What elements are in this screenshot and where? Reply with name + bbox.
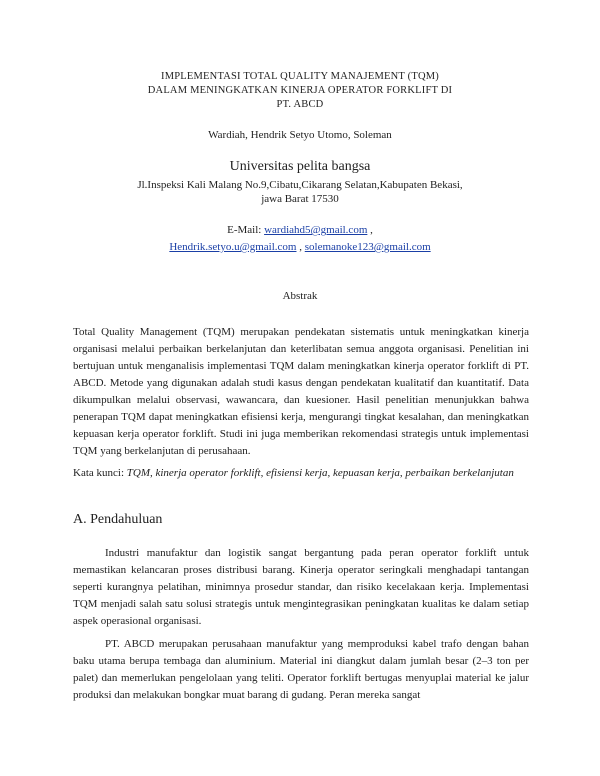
author-list: Wardiah, Hendrik Setyo Utomo, Soleman	[208, 129, 392, 141]
address-line-1: Jl.Inspeksi Kali Malang No.9,Cibatu,Cikarang Selatan,Kabupaten Bekasi,	[137, 179, 463, 191]
title-line-3: PT. ABCD	[276, 99, 324, 110]
keywords-list: TQM, kinerja operator forklift, efisiensi kerja, kepuasan kerja, perbaikan berkelanjutan	[126, 467, 514, 479]
keywords-label: Kata kunci:	[73, 467, 125, 479]
email-link-hendrik[interactable]: Hendrik.setyo.u@gmail.com	[169, 241, 297, 253]
section-heading-pendahuluan: A. Pendahuluan	[73, 512, 163, 527]
intro-paragraph-1: Industri manufaktur dan logistik sangat bergantung pada peran operator forklift untuk memastikan kelancaran proses distribusi barang. Kinerja operator seringkali menghadapi tantangan seperti kurangnya pelatihan, minimnya prosedur standar, dan risiko kecelakaan kerja. Implementasi TQM menjadi salah satu solusi strategis untuk mengintegrasikan peningkatan kualitas ke dalam setiap aspek operasional organisasi.	[73, 547, 529, 627]
university-name: Universitas pelita bangsa	[229, 159, 371, 174]
email-separator: ,	[299, 241, 302, 253]
keywords-line	[73, 465, 529, 482]
affiliation-address	[60, 178, 540, 206]
email-separator: ,	[370, 224, 373, 236]
intro-paragraph-2: PT. ABCD merupakan perusahaan manufaktur yang memproduksi kabel trafo dengan bahan baku utama berupa tembaga dan aluminium. Material ini diangkut dalam jumlah besar (2–3 ton per palet) dan memerlukan pengelolaan yang teliti. Operator forklift bertugas menyuplai material ke jalur produksi dan melakukan bongkar muat barang di gudang. Peran mereka sangat	[73, 638, 529, 701]
email-block	[60, 222, 540, 256]
email-line-2	[60, 239, 540, 256]
title-line-2: DALAM MENINGKATKAN KINERJA OPERATOR FORKLIFT DI	[147, 85, 453, 96]
email-link-soleman[interactable]: solemanoke123@gmail.com	[304, 241, 431, 253]
email-label: E-Mail:	[227, 224, 262, 236]
abstract-heading: Abstrak	[282, 290, 318, 302]
paper-title	[60, 70, 540, 112]
email-link-wardiah[interactable]: wardiahd5@gmail.com	[264, 224, 368, 236]
title-line-1: IMPLEMENTASI TOTAL QUALITY MANAJEMENT (TQM)	[161, 71, 439, 82]
address-line-2: jawa Barat 17530	[261, 193, 339, 205]
abstract-body: Total Quality Management (TQM) merupakan pendekatan sistematis untuk meningkatkan kinerja organisasi melalui perbaikan berkelanjutan dan keterlibatan semua anggota organisasi. Penelitian ini bertujuan untuk menganalisis implementasi TQM dalam meningkatkan kinerja operator forklift di PT. ABCD. Metode yang digunakan adalah studi kasus dengan pendekatan kualitatif dan kuantitatif. Data dikumpulkan melalui observasi, wawancara, dan kuesioner. Hasil penelitian menunjukkan bahwa penerapan TQM dapat meningkatkan efisiensi kerja, mengurangi tingkat kesalahan, dan meningkatkan kepuasan kerja operator forklift. Studi ini juga memberikan rekomendasi strategis untuk implementasi TQM yang berkelanjutan di perusahaan.	[73, 326, 529, 457]
email-line-1	[60, 222, 540, 239]
